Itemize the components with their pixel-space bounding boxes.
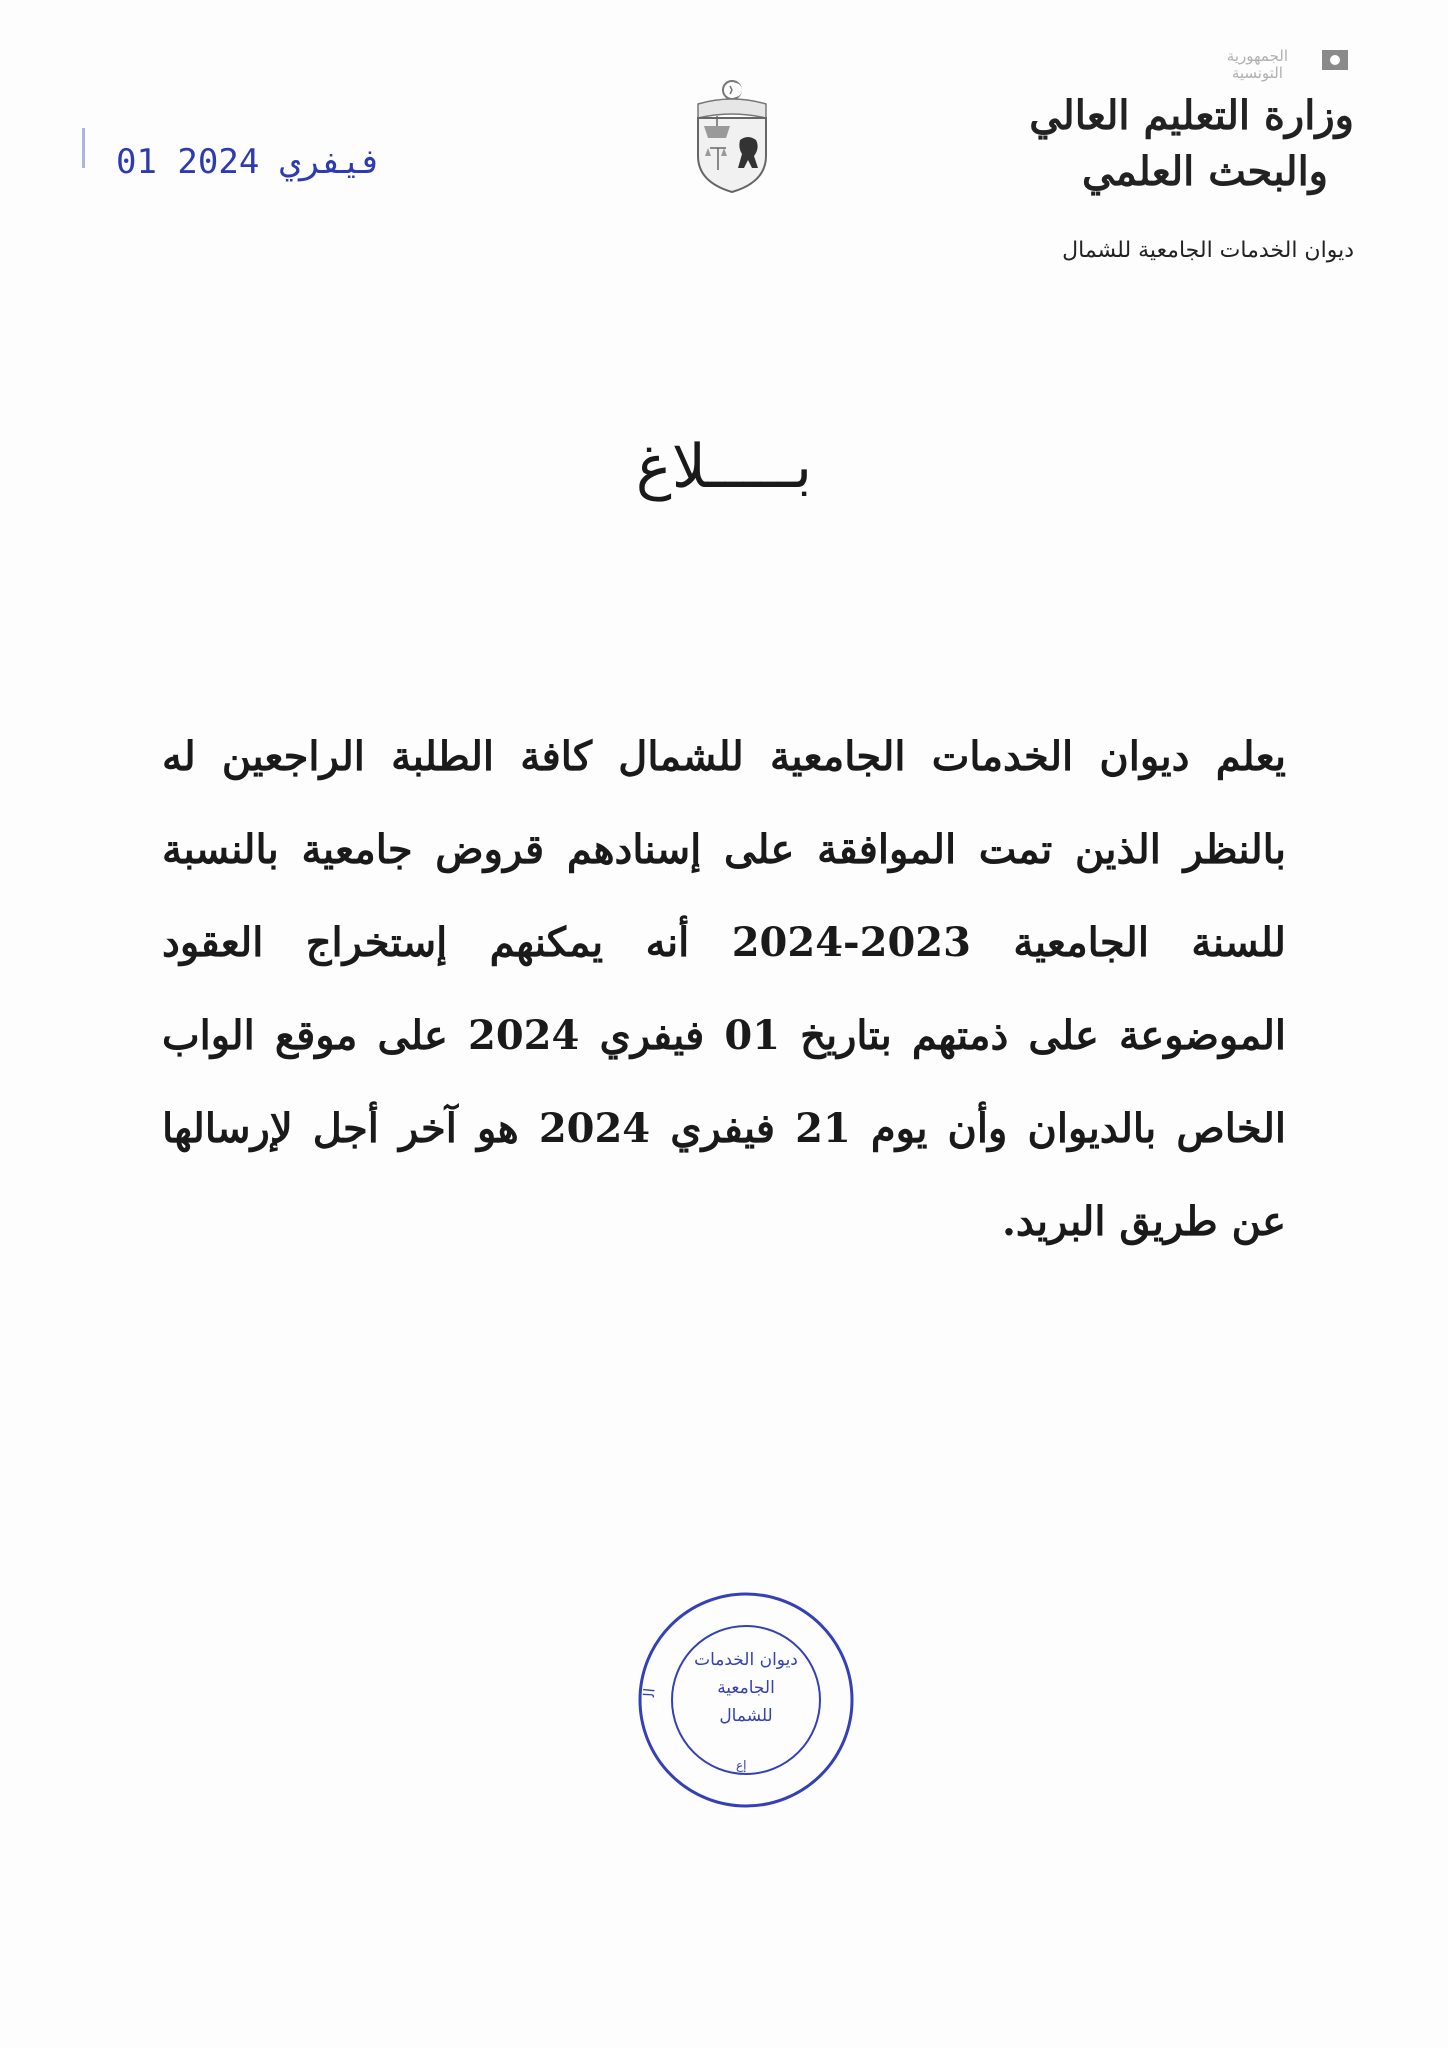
ministry-name-line2: والبحث العلمي: [1081, 148, 1328, 195]
announcement-body: يعلم ديوان الخدمات الجامعية للشمال كافة الطلبة الراجعين له بالنظر الذين تمت الموافقة على إسنادهم قروض جامعية بالنسبة للسنة الجامعية 2023-2024 أنه يمكنهم إستخراج العقود الموضوعة على ذمتهم بتاريخ 01 فيفري 2024 على موقع الواب الخاص بالديوان وأن يوم 21 فيفري 2024 هو آخر أجل لإرسالها عن طريق البريد.: [162, 733, 1287, 1245]
ministry-header: [1028, 40, 1368, 280]
republic-mini-label: الجمهورية التونسية: [1226, 47, 1288, 82]
stamp-mark: [82, 128, 85, 168]
official-round-stamp: [636, 1590, 856, 1810]
stamp-signature: إع: [736, 1758, 747, 1772]
ministry-name-line1: وزارة التعليم العالي: [1029, 92, 1354, 139]
date-stamp: 01 فيفري 2024: [116, 142, 382, 182]
tunisia-flag-icon: [1322, 50, 1348, 70]
office-name: ديوان الخدمات الجامعية للشمال: [1062, 238, 1354, 263]
stamp-center-text: ديوان الخدمات الجامعية للشمال: [694, 1650, 798, 1726]
stamp-outer-text: ال: [640, 1687, 659, 1698]
tunisia-coat-of-arms-icon: [690, 78, 774, 196]
page-title: بـــــلاغ: [635, 432, 813, 502]
